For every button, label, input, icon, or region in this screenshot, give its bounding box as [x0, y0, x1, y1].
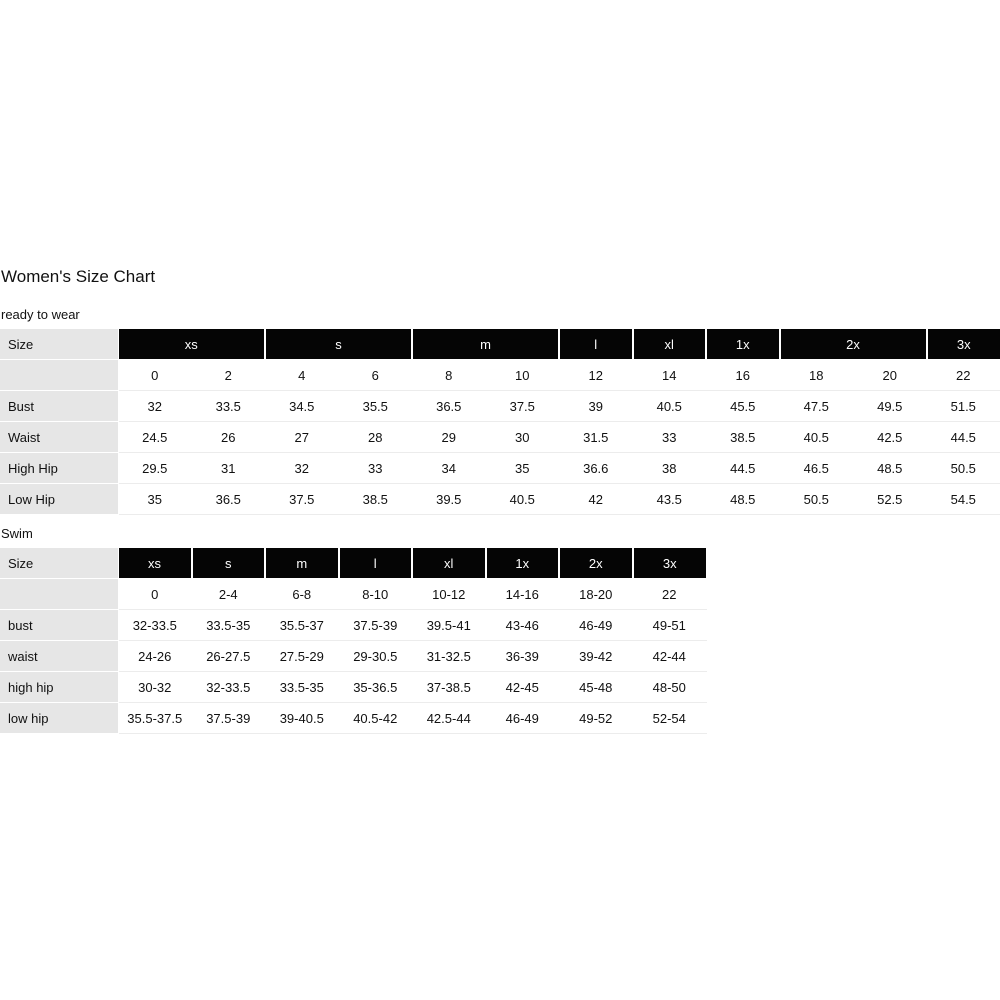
measurement-value: 36.5	[192, 484, 266, 515]
measurement-value: 49.5	[853, 391, 927, 422]
size-band-m: m	[412, 329, 559, 360]
numeric-size: 0	[118, 360, 192, 391]
measurement-value: 54.5	[927, 484, 1000, 515]
measurement-value: 27.5-29	[265, 641, 339, 672]
measurement-label: Bust	[0, 391, 118, 422]
swim-size-table	[0, 548, 707, 734]
measurement-value: 35	[486, 453, 560, 484]
measurement-value: 36.5	[412, 391, 486, 422]
measurement-value: 43-46	[486, 610, 560, 641]
ready-to-wear-size-table	[0, 329, 1000, 515]
measurement-value: 37-38.5	[412, 672, 486, 703]
numeric-size: 18-20	[559, 579, 633, 610]
size-band-s: s	[265, 329, 412, 360]
measurement-value: 42.5-44	[412, 703, 486, 734]
measurement-value: 35.5-37.5	[118, 703, 192, 734]
numeric-size: 22	[633, 579, 707, 610]
measurement-value: 28	[339, 422, 413, 453]
measurement-value: 46-49	[486, 703, 560, 734]
measurement-value: 33.5-35	[265, 672, 339, 703]
measurement-value: 32	[265, 453, 339, 484]
measurement-value: 36.6	[559, 453, 633, 484]
measurement-value: 46.5	[780, 453, 854, 484]
size-label: Size	[0, 548, 118, 579]
numeric-size-label	[0, 579, 118, 610]
measurement-value: 48-50	[633, 672, 707, 703]
measurement-value: 26-27.5	[192, 641, 266, 672]
measurement-value: 24.5	[118, 422, 192, 453]
measurement-value: 33	[339, 453, 413, 484]
size-band-1x: 1x	[706, 329, 780, 360]
size-band-row	[0, 329, 1000, 360]
measurement-value: 39	[559, 391, 633, 422]
measurement-value: 50.5	[780, 484, 854, 515]
size-band-s: s	[192, 548, 266, 579]
measurement-value: 38.5	[339, 484, 413, 515]
measurement-value: 42-45	[486, 672, 560, 703]
measurement-value: 44.5	[927, 422, 1000, 453]
measurement-value: 37.5-39	[192, 703, 266, 734]
measurement-value: 31-32.5	[412, 641, 486, 672]
ready-to-wear-title: ready to wear	[1, 307, 80, 322]
measurement-value: 35.5	[339, 391, 413, 422]
measurement-value: 42	[559, 484, 633, 515]
measurement-value: 38	[633, 453, 707, 484]
size-band-3x: 3x	[927, 329, 1000, 360]
measurement-value: 42.5	[853, 422, 927, 453]
size-band-xl: xl	[412, 548, 486, 579]
numeric-size: 20	[853, 360, 927, 391]
size-band-m: m	[265, 548, 339, 579]
measurement-value: 29-30.5	[339, 641, 413, 672]
measurement-value: 48.5	[853, 453, 927, 484]
measurement-row	[0, 703, 706, 734]
measurement-value: 48.5	[706, 484, 780, 515]
measurement-value: 45.5	[706, 391, 780, 422]
measurement-row	[0, 391, 1000, 422]
numeric-size: 2	[192, 360, 266, 391]
measurement-value: 32	[118, 391, 192, 422]
measurement-value: 40.5	[486, 484, 560, 515]
measurement-value: 29	[412, 422, 486, 453]
measurement-value: 32-33.5	[192, 672, 266, 703]
measurement-value: 33	[633, 422, 707, 453]
numeric-size: 10	[486, 360, 560, 391]
swim-title: Swim	[1, 526, 33, 541]
measurement-row	[0, 610, 706, 641]
measurement-value: 50.5	[927, 453, 1000, 484]
measurement-value: 42-44	[633, 641, 707, 672]
measurement-label: Waist	[0, 422, 118, 453]
measurement-value: 39-40.5	[265, 703, 339, 734]
measurement-value: 24-26	[118, 641, 192, 672]
measurement-value: 40.5-42	[339, 703, 413, 734]
numeric-size-row	[0, 579, 706, 610]
size-band-2x: 2x	[780, 329, 927, 360]
measurement-value: 44.5	[706, 453, 780, 484]
measurement-value: 31	[192, 453, 266, 484]
measurement-label: waist	[0, 641, 118, 672]
measurement-value: 51.5	[927, 391, 1000, 422]
measurement-value: 39-42	[559, 641, 633, 672]
measurement-value: 43.5	[633, 484, 707, 515]
measurement-value: 40.5	[633, 391, 707, 422]
numeric-size: 10-12	[412, 579, 486, 610]
measurement-label: low hip	[0, 703, 118, 734]
numeric-size: 2-4	[192, 579, 266, 610]
measurement-value: 35.5-37	[265, 610, 339, 641]
measurement-value: 47.5	[780, 391, 854, 422]
size-band-row	[0, 548, 706, 579]
measurement-value: 33.5-35	[192, 610, 266, 641]
numeric-size: 14	[633, 360, 707, 391]
size-band-xs: xs	[118, 548, 192, 579]
page-title: Women's Size Chart	[1, 267, 156, 286]
numeric-size: 8-10	[339, 579, 413, 610]
measurement-value: 37.5	[486, 391, 560, 422]
numeric-size: 8	[412, 360, 486, 391]
numeric-size-label	[0, 360, 118, 391]
measurement-value: 30-32	[118, 672, 192, 703]
size-band-l: l	[339, 548, 413, 579]
numeric-size: 22	[927, 360, 1000, 391]
measurement-value: 37.5	[265, 484, 339, 515]
measurement-value: 49-52	[559, 703, 633, 734]
measurement-value: 31.5	[559, 422, 633, 453]
numeric-size: 6-8	[265, 579, 339, 610]
measurement-value: 26	[192, 422, 266, 453]
measurement-label: high hip	[0, 672, 118, 703]
measurement-value: 35-36.5	[339, 672, 413, 703]
size-band-xs: xs	[118, 329, 265, 360]
measurement-value: 29.5	[118, 453, 192, 484]
measurement-value: 37.5-39	[339, 610, 413, 641]
measurement-value: 34	[412, 453, 486, 484]
measurement-value: 46-49	[559, 610, 633, 641]
size-band-l: l	[559, 329, 633, 360]
measurement-row	[0, 453, 1000, 484]
numeric-size: 14-16	[486, 579, 560, 610]
numeric-size: 12	[559, 360, 633, 391]
measurement-value: 39.5-41	[412, 610, 486, 641]
size-band-2x: 2x	[559, 548, 633, 579]
measurement-value: 27	[265, 422, 339, 453]
measurement-value: 36-39	[486, 641, 560, 672]
measurement-value: 52-54	[633, 703, 707, 734]
size-band-3x: 3x	[633, 548, 707, 579]
measurement-value: 39.5	[412, 484, 486, 515]
numeric-size: 18	[780, 360, 854, 391]
measurement-value: 30	[486, 422, 560, 453]
measurement-value: 34.5	[265, 391, 339, 422]
measurement-value: 45-48	[559, 672, 633, 703]
numeric-size: 0	[118, 579, 192, 610]
numeric-size-row	[0, 360, 1000, 391]
measurement-label: High Hip	[0, 453, 118, 484]
measurement-value: 49-51	[633, 610, 707, 641]
numeric-size: 6	[339, 360, 413, 391]
size-band-xl: xl	[633, 329, 707, 360]
measurement-value: 38.5	[706, 422, 780, 453]
measurement-value: 35	[118, 484, 192, 515]
measurement-value: 32-33.5	[118, 610, 192, 641]
size-label: Size	[0, 329, 118, 360]
numeric-size: 16	[706, 360, 780, 391]
size-band-1x: 1x	[486, 548, 560, 579]
measurement-label: bust	[0, 610, 118, 641]
measurement-value: 52.5	[853, 484, 927, 515]
measurement-row	[0, 422, 1000, 453]
measurement-label: Low Hip	[0, 484, 118, 515]
measurement-value: 40.5	[780, 422, 854, 453]
numeric-size: 4	[265, 360, 339, 391]
measurement-row	[0, 484, 1000, 515]
measurement-row	[0, 641, 706, 672]
measurement-value: 33.5	[192, 391, 266, 422]
measurement-row	[0, 672, 706, 703]
